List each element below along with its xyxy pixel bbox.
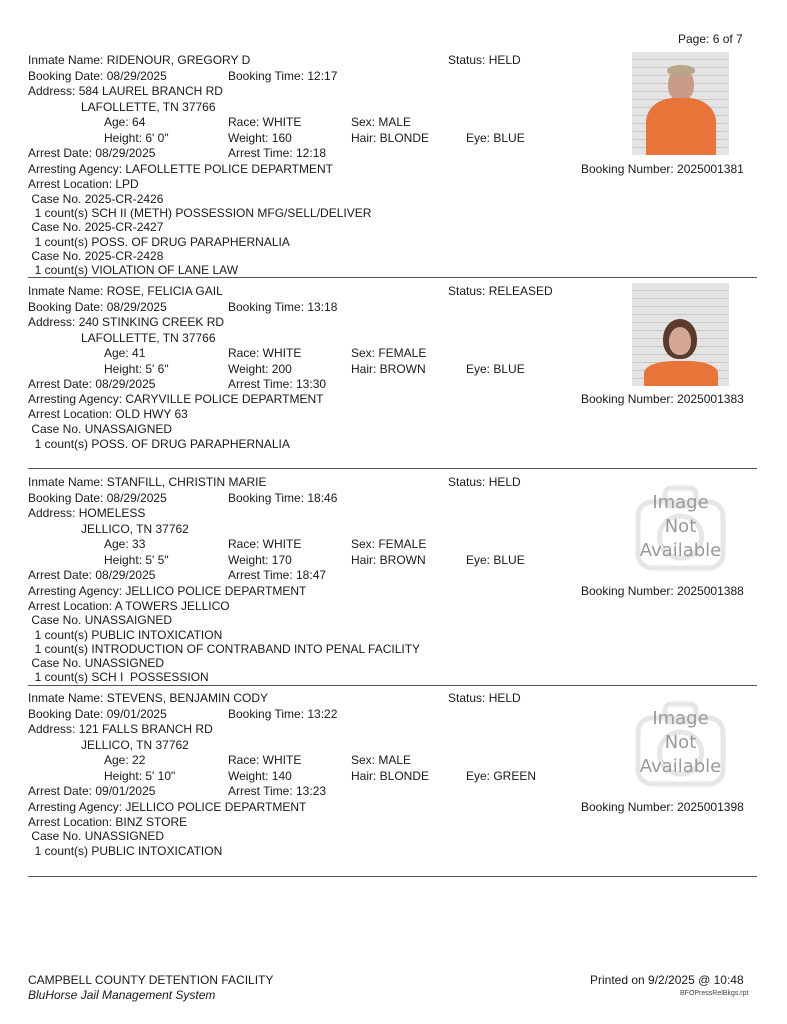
age: Age: 41 [104,346,146,360]
mugshot-photo [632,52,729,155]
booking-number: Booking Number: 2025001398 [581,800,744,814]
height: Height: 5' 5" [104,553,169,567]
charge-line: Case No. UNASSAIGNED [28,422,173,436]
status: Status: HELD [448,475,521,489]
race: Race: WHITE [228,753,302,767]
eye: Eye: BLUE [466,362,525,376]
race: Race: WHITE [228,537,302,551]
inmate-name: Inmate Name: ROSE, FELICIA GAIL [28,284,223,298]
arrest-time: Arrest Time: 12:18 [228,146,327,160]
charge-line: 1 count(s) PUBLIC INTOXICATION [28,844,223,858]
inmate-name: Inmate Name: STEVENS, BENJAMIN CODY [28,691,269,705]
age: Age: 22 [104,753,146,767]
record-divider [28,468,757,469]
arrest-time: Arrest Time: 13:30 [228,377,327,391]
image-not-available-placeholder [632,478,729,576]
charge-line: Case No. UNASSAIGNED [28,613,173,627]
charge-line: 1 count(s) POSS. OF DRUG PARAPHERNALIA [28,437,290,451]
booking-time: Booking Time: 13:22 [228,707,338,721]
arrest-location: Arrest Location: A TOWERS JELLICO [28,599,230,613]
sex: Sex: MALE [351,115,412,129]
address: Address: 584 LAUREL BRANCH RD [28,84,223,98]
charge-line: Case No. 2025-CR-2428 [28,249,164,263]
height: Height: 5' 10" [104,769,176,783]
booking-time: Booking Time: 18:46 [228,491,338,505]
printed-timestamp: Printed on 9/2/2025 @ 10:48 [590,973,744,987]
city-state-zip: LAFOLLETTE, TN 37766 [81,331,216,345]
placeholder-text: Not [664,516,697,537]
eye: Eye: GREEN [466,769,537,783]
eye: Eye: BLUE [466,553,525,567]
booking-date: Booking Date: 08/29/2025 [28,300,167,314]
address: Address: HOMELESS [28,506,146,520]
hair: Hair: BROWN [351,362,426,376]
arrest-time: Arrest Time: 13:23 [228,784,327,798]
record-divider [28,277,757,278]
city-state-zip: LAFOLLETTE, TN 37766 [81,100,216,114]
address: Address: 240 STINKING CREEK RD [28,315,225,329]
arrest-time: Arrest Time: 18:47 [228,568,327,582]
eye: Eye: BLUE [466,131,525,145]
hair: Hair: BROWN [351,553,426,567]
charge-line: Case No. UNASSIGNED [28,829,165,843]
booking-time: Booking Time: 12:17 [228,69,338,83]
weight: Weight: 170 [228,553,292,567]
booking-date: Booking Date: 08/29/2025 [28,491,167,505]
weight: Weight: 140 [228,769,292,783]
arresting-agency: Arresting Agency: LAFOLLETTE POLICE DEPARTMENT [28,162,333,176]
inmate-name: Inmate Name: STANFILL, CHRISTIN MARIE [28,475,267,489]
booking-number: Booking Number: 2025001381 [581,162,744,176]
charge-line: 1 count(s) PUBLIC INTOXICATION [28,628,223,642]
height: Height: 6' 0" [104,131,169,145]
record-divider [28,685,757,686]
sex: Sex: MALE [351,753,412,767]
weight: Weight: 160 [228,131,292,145]
weight: Weight: 200 [228,362,292,376]
booking-time: Booking Time: 13:18 [228,300,338,314]
arresting-agency: Arresting Agency: CARYVILLE POLICE DEPARTMENT [28,392,324,406]
inmate-name: Inmate Name: RIDENOUR, GREGORY D [28,53,251,67]
record-divider [28,876,757,877]
arrest-date: Arrest Date: 09/01/2025 [28,784,156,798]
facility-name: CAMPBELL COUNTY DETENTION FACILITY [28,973,274,987]
address: Address: 121 FALLS BRANCH RD [28,722,213,736]
charge-line: 1 count(s) POSS. OF DRUG PARAPHERNALIA [28,235,290,249]
booking-number: Booking Number: 2025001388 [581,584,744,598]
booking-date: Booking Date: 09/01/2025 [28,707,167,721]
placeholder-text: Image [652,708,709,729]
booking-date: Booking Date: 08/29/2025 [28,69,167,83]
placeholder-text: Available [639,540,722,561]
placeholder-text: Image [652,492,709,513]
placeholder-text: Not [664,732,697,753]
image-not-available-placeholder [632,694,729,792]
age: Age: 33 [104,537,146,551]
arresting-agency: Arresting Agency: JELLICO POLICE DEPARTMENT [28,800,307,814]
arresting-agency: Arresting Agency: JELLICO POLICE DEPARTMENT [28,584,307,598]
status: Status: HELD [448,53,521,67]
city-state-zip: JELLICO, TN 37762 [81,522,189,536]
charge-line: Case No. 2025-CR-2427 [28,220,164,234]
system-name: BluHorse Jail Management System [28,988,216,1002]
race: Race: WHITE [228,115,302,129]
height: Height: 5' 6" [104,362,169,376]
arrest-location: Arrest Location: OLD HWY 63 [28,407,188,421]
placeholder-text: Available [639,756,722,777]
arrest-date: Arrest Date: 08/29/2025 [28,568,156,582]
status: Status: HELD [448,691,521,705]
arrest-location: Arrest Location: LPD [28,177,139,191]
arrest-location: Arrest Location: BINZ STORE [28,815,188,829]
arrest-date: Arrest Date: 08/29/2025 [28,146,156,160]
hair: Hair: BLONDE [351,131,430,145]
report-code: BFOPressRelBkgs.rpt [680,990,749,997]
age: Age: 64 [104,115,146,129]
hair: Hair: BLONDE [351,769,430,783]
charge-line: 1 count(s) SCH I POSSESSION [28,670,209,684]
sex: Sex: FEMALE [351,537,427,551]
charge-line: 1 count(s) VIOLATION OF LANE LAW [28,263,239,277]
sex: Sex: FEMALE [351,346,427,360]
mugshot-photo [632,283,729,386]
race: Race: WHITE [228,346,302,360]
booking-number: Booking Number: 2025001383 [581,392,744,406]
arrest-date: Arrest Date: 08/29/2025 [28,377,156,391]
charge-line: Case No. 2025-CR-2426 [28,192,164,206]
page-number: Page: 6 of 7 [678,32,743,46]
charge-line: 1 count(s) INTRODUCTION OF CONTRABAND INTO PENAL FACILITY [28,642,421,656]
city-state-zip: JELLICO, TN 37762 [81,738,189,752]
status: Status: RELEASED [448,284,553,298]
charge-line: 1 count(s) SCH II (METH) POSSESSION MFG/SELL/DELIVER [28,206,372,220]
charge-line: Case No. UNASSIGNED [28,656,165,670]
